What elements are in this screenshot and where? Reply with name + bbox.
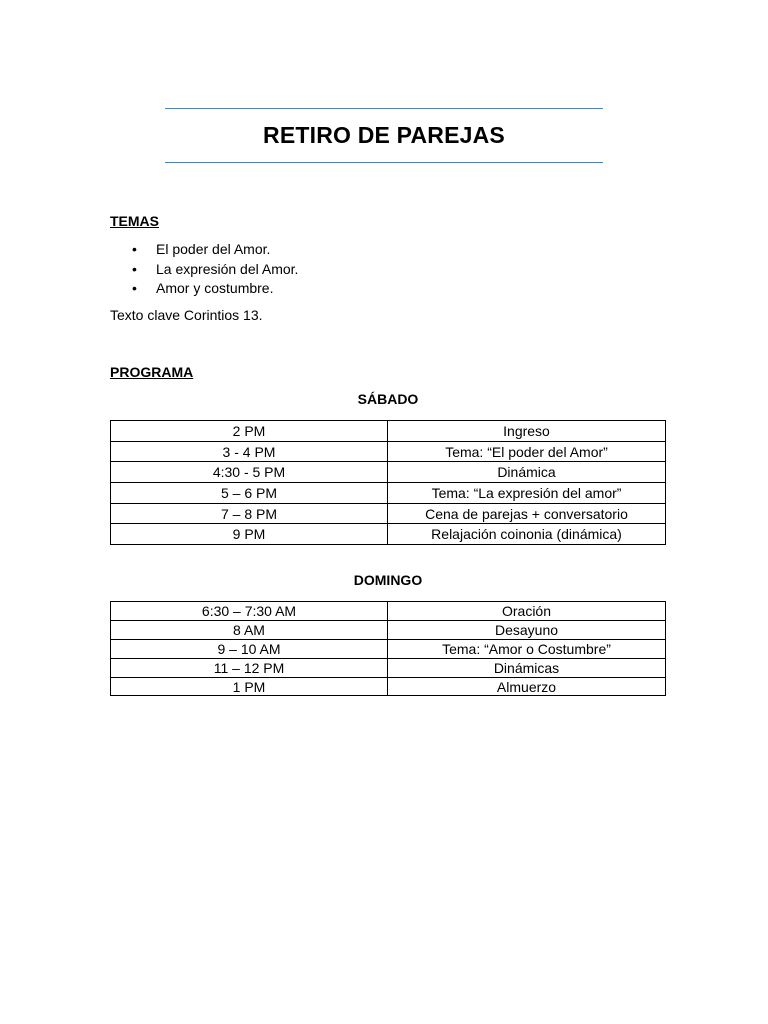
list-item (110, 240, 298, 260)
activity-cell: Ingreso (388, 421, 666, 442)
time-cell: 8 AM (111, 620, 388, 639)
table-row (111, 602, 666, 621)
activity-cell: Desayuno (388, 620, 666, 639)
temas-heading: TEMAS (110, 213, 159, 229)
activity-cell: Tema: “Amor o Costumbre” (388, 639, 666, 658)
time-cell: 7 – 8 PM (111, 503, 388, 524)
activity-cell: Almuerzo (388, 677, 666, 696)
sabado-heading: SÁBADO (357, 391, 419, 407)
tema-text: Amor y costumbre. (156, 280, 274, 296)
table-row (111, 658, 666, 677)
title-block (165, 108, 603, 163)
time-cell: 3 - 4 PM (111, 441, 388, 462)
time-cell: 2 PM (111, 421, 388, 442)
document-title: RETIRO DE PAREJAS (263, 122, 505, 148)
activity-cell: Dinámicas (388, 658, 666, 677)
time-cell: 9 PM (111, 524, 388, 545)
table-row (111, 677, 666, 696)
activity-cell: Relajación coinonia (dinámica) (388, 524, 666, 545)
table-row (111, 524, 666, 545)
sabado-schedule-table (110, 420, 666, 545)
table-row (111, 503, 666, 524)
programa-heading: PROGRAMA (110, 364, 194, 380)
activity-cell: Cena de parejas + conversatorio (388, 503, 666, 524)
time-cell: 11 – 12 PM (111, 658, 388, 677)
activity-cell: Oración (388, 602, 666, 621)
table-row (111, 639, 666, 658)
table-row (111, 483, 666, 504)
tema-text: El poder del Amor. (156, 241, 271, 257)
list-item (110, 260, 298, 280)
bullet-icon: • (132, 260, 137, 277)
table-row (111, 421, 666, 442)
domingo-schedule-table (110, 601, 666, 696)
time-cell: 9 – 10 AM (111, 639, 388, 658)
key-text: Texto clave Corintios 13. (110, 307, 263, 323)
list-item (110, 279, 298, 299)
time-cell: 5 – 6 PM (111, 483, 388, 504)
bullet-icon: • (132, 280, 137, 296)
activity-cell: Tema: “La expresión del amor” (388, 483, 666, 504)
bullet-icon: • (132, 241, 137, 257)
activity-cell: Dinámica (388, 462, 666, 483)
table-row (111, 620, 666, 639)
temas-list (110, 240, 298, 299)
table-row (111, 441, 666, 462)
domingo-heading: DOMINGO (353, 572, 423, 588)
activity-cell: Tema: “El poder del Amor” (388, 441, 666, 462)
tema-text: La expresión del Amor. (156, 260, 299, 277)
time-cell: 4:30 - 5 PM (111, 462, 388, 483)
time-cell: 6:30 – 7:30 AM (111, 602, 388, 621)
table-row (111, 462, 666, 483)
time-cell: 1 PM (111, 677, 388, 696)
